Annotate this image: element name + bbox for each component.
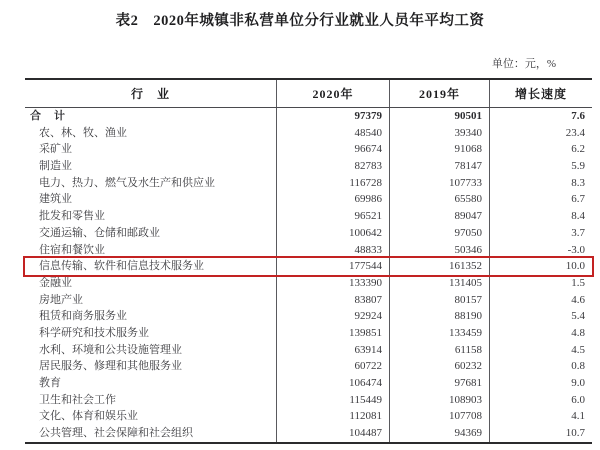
value-2020-cell: 69986 xyxy=(277,191,390,208)
growth-rate-cell: 4.8 xyxy=(571,326,585,339)
value-2019-cell: 97050 xyxy=(390,225,490,242)
value-2019-cell: 108903 xyxy=(390,392,490,409)
column-header: 2020年 xyxy=(277,80,390,107)
growth-rate-cell: 3.7 xyxy=(571,226,585,239)
industry-cell: 公共管理、社会保障和社会组织 xyxy=(25,425,277,442)
table-row xyxy=(25,392,592,409)
growth-rate-cell: 9.0 xyxy=(571,377,585,389)
value-2019-cell: 65580 xyxy=(390,191,490,208)
table-row xyxy=(25,325,592,342)
table-row xyxy=(25,292,592,309)
industry-cell: 电力、热力、燃气及水生产和供应业 xyxy=(25,175,277,192)
growth-rate-cell: 8.4 xyxy=(571,210,585,223)
value-2019-cell: 89047 xyxy=(390,208,490,225)
industry-cell: 卫生和社会工作 xyxy=(25,392,277,409)
value-2020-cell: 96674 xyxy=(277,141,390,158)
growth-rate-cell: 5.4 xyxy=(571,310,585,323)
industry-cell: 金融业 xyxy=(25,275,277,292)
value-2019-cell: 60232 xyxy=(390,358,490,375)
value-2019-cell: 97681 xyxy=(390,375,490,392)
table-row xyxy=(25,191,592,208)
value-2020-cell: 48833 xyxy=(277,242,390,259)
growth-rate-cell: 10.0 xyxy=(565,260,585,273)
table-row xyxy=(25,308,592,325)
column-header: 行 业 xyxy=(25,80,277,107)
table-row xyxy=(25,208,592,225)
growth-rate-cell: 7.6 xyxy=(571,110,585,122)
industry-cell: 科学研究和技术服务业 xyxy=(25,325,277,342)
value-2020-cell: 115449 xyxy=(277,392,390,409)
value-2019-cell: 90501 xyxy=(390,108,490,125)
value-2019-cell: 107708 xyxy=(390,408,490,425)
value-2020-cell: 63914 xyxy=(277,342,390,359)
value-2019-cell: 78147 xyxy=(390,158,490,175)
value-2020-cell: 104487 xyxy=(277,425,390,442)
industry-cell: 制造业 xyxy=(25,158,277,175)
value-2019-cell: 131405 xyxy=(390,275,490,292)
value-2020-cell: 82783 xyxy=(277,158,390,175)
table-row xyxy=(25,158,592,175)
value-2020-cell: 116728 xyxy=(277,175,390,192)
industry-cell: 居民服务、修理和其他服务业 xyxy=(25,358,277,375)
table-row xyxy=(25,225,592,242)
table-row xyxy=(25,242,592,259)
growth-rate-cell: 23.4 xyxy=(565,126,585,139)
page-title: 表2 2020年城镇非私营单位分行业就业人员年平均工资 xyxy=(115,13,485,29)
value-2020-cell: 97379 xyxy=(277,108,390,125)
value-2019-cell: 80157 xyxy=(390,292,490,309)
industry-cell: 农、林、牧、渔业 xyxy=(25,125,277,142)
table-row xyxy=(25,408,592,425)
column-header: 增长速度 xyxy=(514,87,567,101)
industry-cell: 信息传输、软件和信息技术服务业 xyxy=(25,258,277,275)
industry-cell: 租赁和商务服务业 xyxy=(25,308,277,325)
value-2020-cell: 177544 xyxy=(277,258,390,275)
column-header: 2019年 xyxy=(390,80,490,107)
value-2020-cell: 60722 xyxy=(277,358,390,375)
value-2019-cell: 61158 xyxy=(390,342,490,359)
growth-rate-cell: 6.0 xyxy=(571,393,585,406)
growth-rate-cell: 8.3 xyxy=(571,176,585,189)
value-2020-cell: 92924 xyxy=(277,308,390,325)
growth-rate-cell: 4.6 xyxy=(571,293,585,306)
wage-table xyxy=(25,78,592,444)
value-2020-cell: 48540 xyxy=(277,125,390,142)
value-2020-cell: 83807 xyxy=(277,292,390,309)
industry-cell: 房地产业 xyxy=(25,292,277,309)
table-row xyxy=(25,425,592,442)
growth-rate-cell: 4.5 xyxy=(571,343,585,356)
growth-rate-cell: 6.7 xyxy=(571,193,585,206)
value-2020-cell: 133390 xyxy=(277,275,390,292)
growth-rate-cell: 0.8 xyxy=(571,360,585,373)
value-2019-cell: 39340 xyxy=(390,125,490,142)
table-row xyxy=(25,375,592,392)
value-2019-cell: 50346 xyxy=(390,242,490,259)
industry-cell: 合 计 xyxy=(25,108,277,125)
industry-cell: 水利、环境和公共设施管理业 xyxy=(25,342,277,359)
value-2019-cell: 161352 xyxy=(390,258,490,275)
growth-rate-cell: -3.0 xyxy=(567,243,585,256)
industry-cell: 建筑业 xyxy=(25,191,277,208)
growth-rate-cell: 4.1 xyxy=(571,410,585,423)
unit-note: 单位：元，% xyxy=(491,58,556,70)
value-2020-cell: 112081 xyxy=(277,408,390,425)
growth-rate-cell: 1.5 xyxy=(571,276,585,289)
value-2020-cell: 100642 xyxy=(277,225,390,242)
value-2019-cell: 88190 xyxy=(390,308,490,325)
value-2020-cell: 139851 xyxy=(277,325,390,342)
table-row xyxy=(25,108,592,125)
growth-rate-cell: 6.2 xyxy=(571,143,585,156)
value-2019-cell: 94369 xyxy=(390,425,490,442)
industry-cell: 住宿和餐饮业 xyxy=(25,242,277,259)
value-2019-cell: 133459 xyxy=(390,325,490,342)
industry-cell: 文化、体育和娱乐业 xyxy=(25,408,277,425)
industry-cell: 采矿业 xyxy=(25,141,277,158)
table-row xyxy=(25,141,592,158)
table-row xyxy=(25,125,592,142)
value-2020-cell: 106474 xyxy=(277,375,390,392)
table-header-row xyxy=(25,80,592,108)
table-row xyxy=(25,175,592,192)
highlighted-table-row xyxy=(25,258,592,275)
industry-cell: 批发和零售业 xyxy=(25,208,277,225)
value-2019-cell: 107733 xyxy=(390,175,490,192)
growth-rate-cell: 10.7 xyxy=(565,427,585,440)
value-2019-cell: 91068 xyxy=(390,141,490,158)
table-row xyxy=(25,342,592,359)
value-2020-cell: 96521 xyxy=(277,208,390,225)
industry-cell: 交通运输、仓储和邮政业 xyxy=(25,225,277,242)
table-row xyxy=(25,275,592,292)
industry-cell: 教育 xyxy=(25,375,277,392)
growth-rate-cell: 5.9 xyxy=(571,160,585,173)
table-body xyxy=(25,108,592,442)
table-row xyxy=(25,358,592,375)
